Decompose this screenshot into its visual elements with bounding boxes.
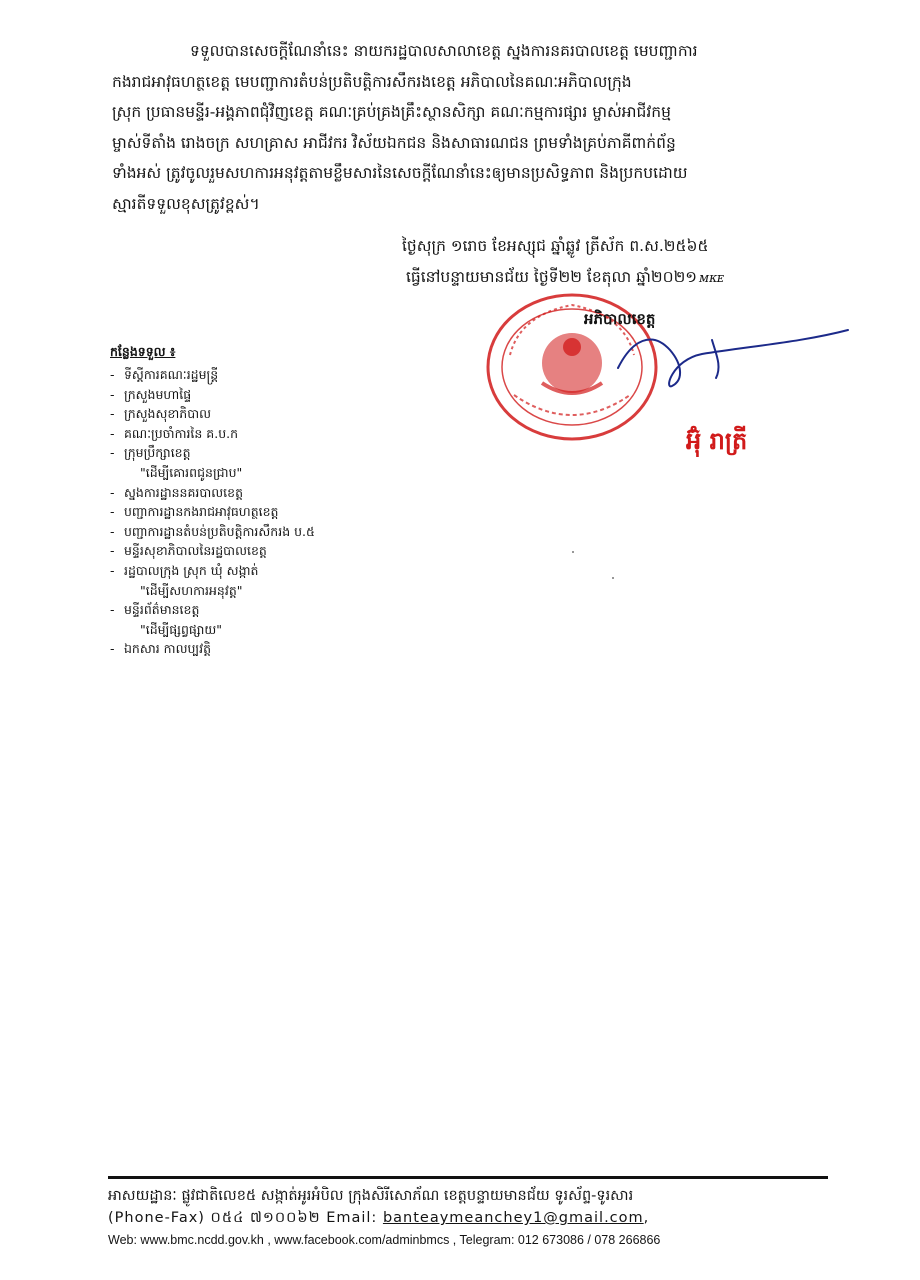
paragraph-line: ទទួលបានសេចក្ដីណែនាំនេះ នាយករដ្ឋបាលសាលាខេត្ត ស្នងការនគរបាលខេត្ត មេបញ្ជាការ bbox=[190, 42, 698, 60]
recipient-text: ឯកសារ កាលប្បវត្តិ bbox=[124, 641, 212, 657]
footer-address: អាសយដ្ឋានៈ ផ្លូវជាតិលេខ៥ សង្កាត់អូរអំបិល ក្រុងសិរីសោភ័ណ ខេត្តបន្ទាយមានជ័យ ទូរស័ព្ទ-ទូរសារ bbox=[108, 1188, 634, 1204]
recipient-text: បញ្ជាការដ្ឋានកងរាជអាវុធហត្ថខេត្ត bbox=[124, 504, 279, 520]
signer-title: អភិបាលខេត្ត bbox=[584, 310, 656, 328]
recipient-text: ស្នងការដ្ឋាននគរបាលខេត្ត bbox=[124, 484, 244, 500]
email-trail: , bbox=[643, 1210, 650, 1226]
recipient-text: ក្រុមប្រឹក្សាខេត្ត bbox=[124, 445, 191, 461]
list-item: - ទីស្ដីការគណៈរដ្ឋមន្ត្រី bbox=[110, 367, 219, 382]
list-item: - ឯកសារ កាលប្បវត្តិ bbox=[110, 641, 212, 657]
list-item: - ក្រសួងមហាផ្ទៃ bbox=[110, 386, 192, 402]
recipient-text: ក្រសួងមហាផ្ទៃ bbox=[124, 386, 192, 402]
signature-stroke bbox=[612, 320, 852, 400]
phone-fax: (Phone-Fax) ០៥៤ ៧១០០៦២ Email: bbox=[108, 1210, 378, 1226]
recipient-note: "ដើម្បីផ្សព្វផ្សាយ" bbox=[140, 621, 222, 637]
list-item: - ស្នងការដ្ឋាននគរបាលខេត្ត bbox=[110, 484, 244, 500]
recipients-heading: កន្លែងទទួល ៖ bbox=[110, 344, 176, 359]
list-item: - ក្រសួងសុខាភិបាល bbox=[110, 406, 212, 422]
footer-contact bbox=[108, 1207, 828, 1229]
paragraph-line: ស្មារតីទទួលខុសត្រូវខ្ពស់។ bbox=[112, 194, 260, 213]
email-link[interactable]: banteaymeanchey1@gmail.com bbox=[382, 1210, 644, 1226]
list-item: - បញ្ជាការដ្ឋានតំបន់ប្រតិបត្តិការសឹករង ប.៥ bbox=[110, 523, 315, 539]
list-item: - ក្រុមប្រឹក្សាខេត្ត "ដើម្បីគោរពជូនជ្រាប" bbox=[110, 443, 315, 482]
recipients-list bbox=[110, 344, 315, 659]
scan-speck bbox=[612, 577, 614, 579]
recipient-text: រដ្ឋបាលក្រុង ស្រុក ឃុំ សង្កាត់ bbox=[124, 562, 259, 578]
list-item: - មន្ទីរសុខាភិបាលនៃរដ្ឋបាលខេត្ត bbox=[110, 543, 267, 559]
list-item: - រដ្ឋបាលក្រុង ស្រុក ឃុំ សង្កាត់ "ដើម្បីសហការអនុវត្ត" bbox=[110, 561, 315, 600]
list-item: - គណៈប្រចាំការនៃ គ.ប.ក bbox=[110, 425, 239, 441]
signer-name: អ៊ុំ រាត្រី bbox=[686, 427, 748, 455]
paragraph-line: ទាំងអស់ ត្រូវចូលរួមសហការអនុវត្តតាមខ្លឹមសារនៃសេចក្ដីណែនាំនេះឲ្យមានប្រសិទ្ធភាព និងប្រកបដោយ bbox=[112, 164, 688, 182]
paragraph-line: ស្រុក ប្រធានមន្ទីរ-អង្គភាពជុំវិញខេត្ត គណៈគ្រប់គ្រងគ្រឹះស្ថានសិក្សា គណៈកម្មការផ្សារ ម្ចាស់អាជីវកម្ម bbox=[112, 103, 671, 121]
recipient-items bbox=[110, 365, 315, 659]
recipient-text: គណៈប្រចាំការនៃ គ.ប.ក bbox=[124, 425, 239, 441]
footer-web: Web: www.bmc.ncdd.gov.kh , www.facebook.com/adminbmcs , Telegram: 012 673086 / 078 266866 bbox=[108, 1233, 661, 1247]
recipient-note: "ដើម្បីសហការអនុវត្ត" bbox=[140, 582, 243, 598]
scan-speck bbox=[572, 551, 574, 553]
letterhead-footer bbox=[108, 1176, 828, 1251]
initials-scribble: ᴍᴋᴇ bbox=[699, 271, 725, 286]
recipient-text: ក្រសួងសុខាភិបាល bbox=[124, 406, 212, 422]
recipient-text: ទីស្ដីការគណៈរដ្ឋមន្ត្រី bbox=[124, 367, 219, 382]
recipient-text: មន្ទីរសុខាភិបាលនៃរដ្ឋបាលខេត្ត bbox=[124, 543, 267, 559]
recipient-text: បញ្ជាការដ្ឋានតំបន់ប្រតិបត្តិការសឹករង ប.៥ bbox=[124, 523, 315, 539]
footer-divider bbox=[108, 1176, 828, 1179]
recipient-note: "ដើម្បីគោរពជូនជ្រាប" bbox=[140, 464, 243, 480]
list-item: - បញ្ជាការដ្ឋានកងរាជអាវុធហត្ថខេត្ត bbox=[110, 504, 279, 520]
instruction-paragraph bbox=[112, 36, 864, 219]
paragraph-line: ម្ចាស់ទីតាំង រោងចក្រ សហគ្រាស អាជីវករ វិស័យឯកជន និងសាធារណជន ព្រមទាំងគ្រប់ភាគីពាក់ព័ន្ធ bbox=[112, 133, 676, 152]
paragraph-line: កងរាជអាវុធហត្ថខេត្ត មេបញ្ជាការតំបន់ប្រតិបត្តិការសឹករងខេត្ត អភិបាលនៃគណៈអភិបាលក្រុង bbox=[112, 72, 632, 91]
recipient-text: មន្ទីរព័ត៌មានខេត្ត bbox=[124, 602, 200, 618]
list-item: - មន្ទីរព័ត៌មានខេត្ត "ដើម្បីផ្សព្វផ្សាយ" bbox=[110, 600, 315, 639]
solar-date: ធ្វើនៅបន្ទាយមានជ័យ ថ្ងៃទី២២ ខែតុលា ឆ្នាំ២០២១ bbox=[406, 268, 698, 286]
lunar-date: ថ្ងៃសុក្រ ១រោច ខែអស្សុជ ឆ្នាំឆ្លូវ ត្រីស័ក ព.ស.២៥៦៥ bbox=[402, 237, 709, 255]
